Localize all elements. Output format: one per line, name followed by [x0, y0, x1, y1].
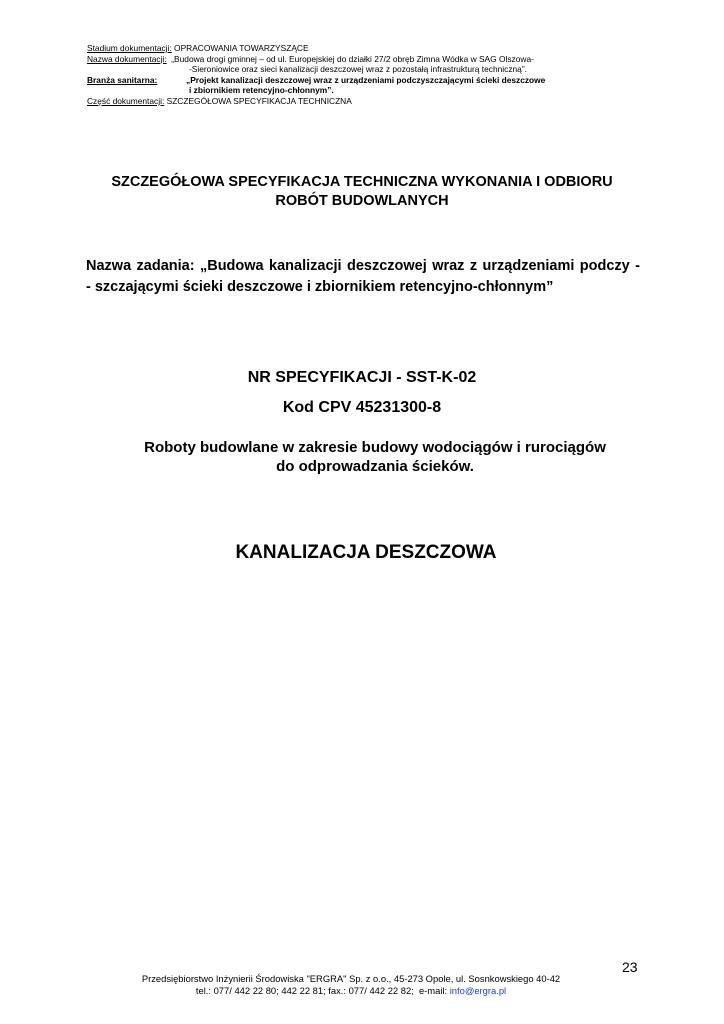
nazwa-value-2: -Sieroniowice oraz sieci kanalizacji deszczowej wraz z pozostałą infrastrukturą techniczną”.: [189, 64, 527, 75]
page-number: 23: [622, 959, 638, 975]
document-title: [60, 173, 664, 211]
stadium-value: OPRACOWANIA TOWARZYSZĄCE: [171, 43, 309, 53]
main-heading: KANALIZACJA DESZCZOWA: [235, 542, 497, 563]
works-description: [100, 438, 650, 476]
footer-contact: tel.: 077/ 442 22 80; 442 22 81; fax.: 077/ 442 22 82; e-mail:: [195, 985, 450, 997]
header-branza-row: [87, 75, 647, 86]
footer-line-1: Przedsiębiorstwo Inżynierii Środowiska "ERGRA" Sp. z o.o., 45-273 Opole, ul. Sosnkowskiego 40-42: [141, 973, 561, 984]
document-header: [87, 43, 647, 107]
czesc-value: SZCZEGÓŁOWA SPECYFIKACJA TECHNICZNA: [164, 95, 352, 106]
task-name: [86, 256, 640, 298]
czesc-label: Część dokumentacji:: [87, 95, 165, 106]
nazwa-value-1: „Budowa drogi gminnej – od ul. Europejskiej do działki 27/2 obręb Zimna Wódka w SAG Olszowa-: [166, 53, 534, 64]
page-footer: [0, 973, 702, 998]
title-line-1: SZCZEGÓŁOWA SPECYFIKACJA TECHNICZNA WYKONANIA I ODBIORU: [111, 174, 613, 190]
stadium-label: Stadium dokumentacji:: [87, 43, 172, 53]
task-line-1: Nazwa zadania: „Budowa kanalizacji deszczowej wraz z urządzeniami podczy -: [86, 258, 640, 274]
footer-line-2: [0, 985, 702, 997]
email-link[interactable]: info@ergra.pl: [449, 985, 507, 997]
spec-number: NR SPECYFIKACJI - SST-K-02: [247, 369, 477, 386]
task-line-2: - szczającymi ścieki deszczowe i zbiornikiem retencyjno-chłonnym”: [86, 279, 554, 295]
header-stadium-row: [87, 43, 647, 54]
branza-value-1: „Projekt kanalizacji deszczowej wraz z urządzeniami podczyszczającymi ścieki deszczowe: [186, 74, 546, 85]
header-nazwa-row: [87, 54, 647, 65]
works-line-2: do odprowadzania ścieków.: [276, 458, 474, 475]
branza-label: Branża sanitarna:: [87, 74, 158, 85]
header-branza-continuation: [87, 85, 647, 96]
header-nazwa-continuation: [87, 64, 647, 75]
cpv-code: Kod CPV 45231300-8: [282, 399, 442, 416]
branza-value-2: i zbiornikiem retencyjno-chłonnym”.: [189, 85, 334, 96]
title-line-2: ROBÓT BUDOWLANYCH: [275, 193, 449, 209]
works-line-1: Roboty budowlane w zakresie budowy wodociągów i rurociągów: [144, 439, 606, 456]
header-czesc-row: [87, 96, 647, 107]
nazwa-label: Nazwa dokumentacji:: [87, 53, 167, 64]
